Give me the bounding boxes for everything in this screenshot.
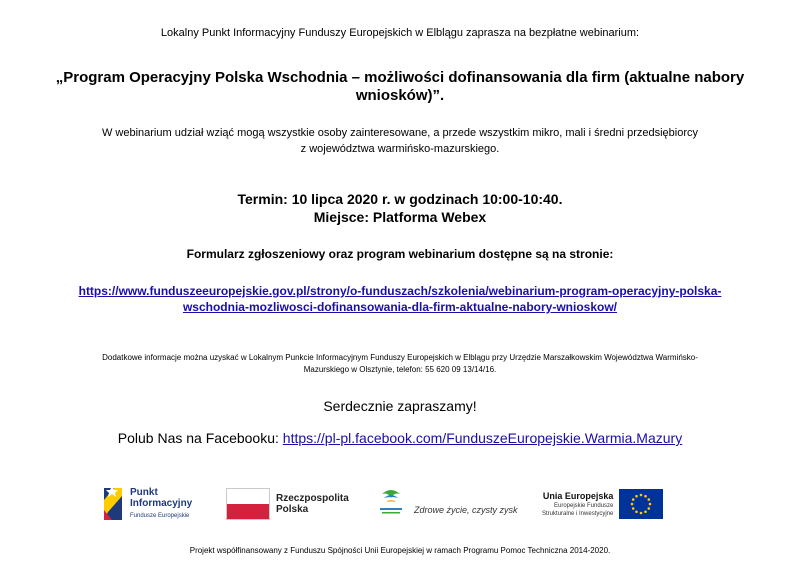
polish-flag-icon xyxy=(226,488,270,520)
ue-logo-line-3: Strukturalne i Inwestycyjne xyxy=(542,510,614,517)
closing-text: Serdecznie zapraszamy! xyxy=(323,398,477,414)
additional-info xyxy=(30,352,770,376)
registration-link-line-2[interactable]: wschodnia-mozliwosci-dofinansowania-dla-firm-aktualne-nabory-wnioskow/ xyxy=(182,300,618,314)
warmia-mazury-logo xyxy=(376,480,518,528)
eu-star-icon xyxy=(636,510,639,513)
description-line-2: z województwa warmińsko-mazurskiego. xyxy=(300,143,500,155)
footer-text: Projekt współfinansowany z Funduszu Spójności Unii Europejskiej w ramach Programu Pomoc Techniczna 2014-2020. xyxy=(189,546,611,555)
eu-star-icon xyxy=(632,498,635,501)
punkt-informacyjny-logo xyxy=(102,480,192,528)
facebook-label: Polub Nas na Facebooku: xyxy=(117,430,279,446)
webinar-title: „Program Operacyjny Polska Wschodnia – możliwości dofinansowania dla firm (aktualne nabory wniosków)”. xyxy=(55,69,745,104)
punkt-logo-line-1: Punkt xyxy=(130,486,158,498)
event-place: Miejsce: Platforma Webex xyxy=(313,209,487,225)
eu-star-icon xyxy=(645,510,648,513)
description-line-1: W webinarium udział wziąć mogą wszystkie osoby zainteresowane, a przede wszystkim mikro, mali i średni przedsiębiorcy xyxy=(101,127,699,139)
punkt-logo-line-3: Fundusze Europejskie xyxy=(130,512,190,519)
rp-logo-line-2: Polska xyxy=(276,504,309,515)
eu-star-icon xyxy=(645,495,648,498)
registration-info: Formularz zgłoszeniowy oraz program webinarium dostępne są na stronie: xyxy=(186,247,614,261)
intro-text: Lokalny Punkt Informacyjny Funduszy Europejskich w Elblągu zaprasza na bezpłatne webinarium: xyxy=(160,27,640,39)
punkt-logo-line-2: Informacyjny xyxy=(130,497,193,509)
fe-logo-icon xyxy=(102,484,124,524)
eu-flag-icon xyxy=(619,489,663,519)
eu-star-icon xyxy=(649,503,652,506)
facebook-link[interactable]: https://pl-pl.facebook.com/FunduszeEuropejskie.Warmia.Mazury xyxy=(282,430,683,446)
eu-star-icon xyxy=(648,507,651,510)
wm-slogan: Zdrowe życie, czysty zysk xyxy=(414,504,518,515)
facebook-line xyxy=(0,430,800,446)
eu-star-icon xyxy=(640,512,643,515)
unia-europejska-logo xyxy=(542,480,663,528)
ue-logo-line-1: Unia Europejska xyxy=(542,490,614,501)
ue-logo-line-2: Europejskie Fundusze xyxy=(554,502,614,509)
event-details xyxy=(0,190,800,226)
description xyxy=(30,125,770,157)
warmia-mazury-icon xyxy=(376,484,406,524)
rzeczpospolita-polska-logo xyxy=(226,480,349,528)
rp-logo-line-1: Rzeczpospolita xyxy=(276,493,349,504)
event-date: Termin: 10 lipca 2020 r. w godzinach 10:00-10:40. xyxy=(237,191,563,207)
eu-star-icon xyxy=(636,495,639,498)
additional-info-line-2: Mazurskiego w Olsztynie, telefon: 55 620 09 13/14/16. xyxy=(303,365,497,374)
registration-link-line-1[interactable]: https://www.funduszeeuropejskie.gov.pl/strony/o-funduszach/szkolenia/webinarium-program-operacyjny-polska- xyxy=(78,284,722,298)
eu-star-icon xyxy=(640,494,643,497)
registration-link[interactable] xyxy=(20,283,780,315)
eu-star-icon xyxy=(648,498,651,501)
additional-info-line-1: Dodatkowe informacje można uzyskać w Lokalnym Punkcie Informacyjnym Funduszy Europejskich w Elblągu przy Urzędzie Marszałkowskim Województwa Warmińsko- xyxy=(102,353,698,362)
eu-star-icon xyxy=(632,507,635,510)
eu-star-icon xyxy=(631,503,634,506)
